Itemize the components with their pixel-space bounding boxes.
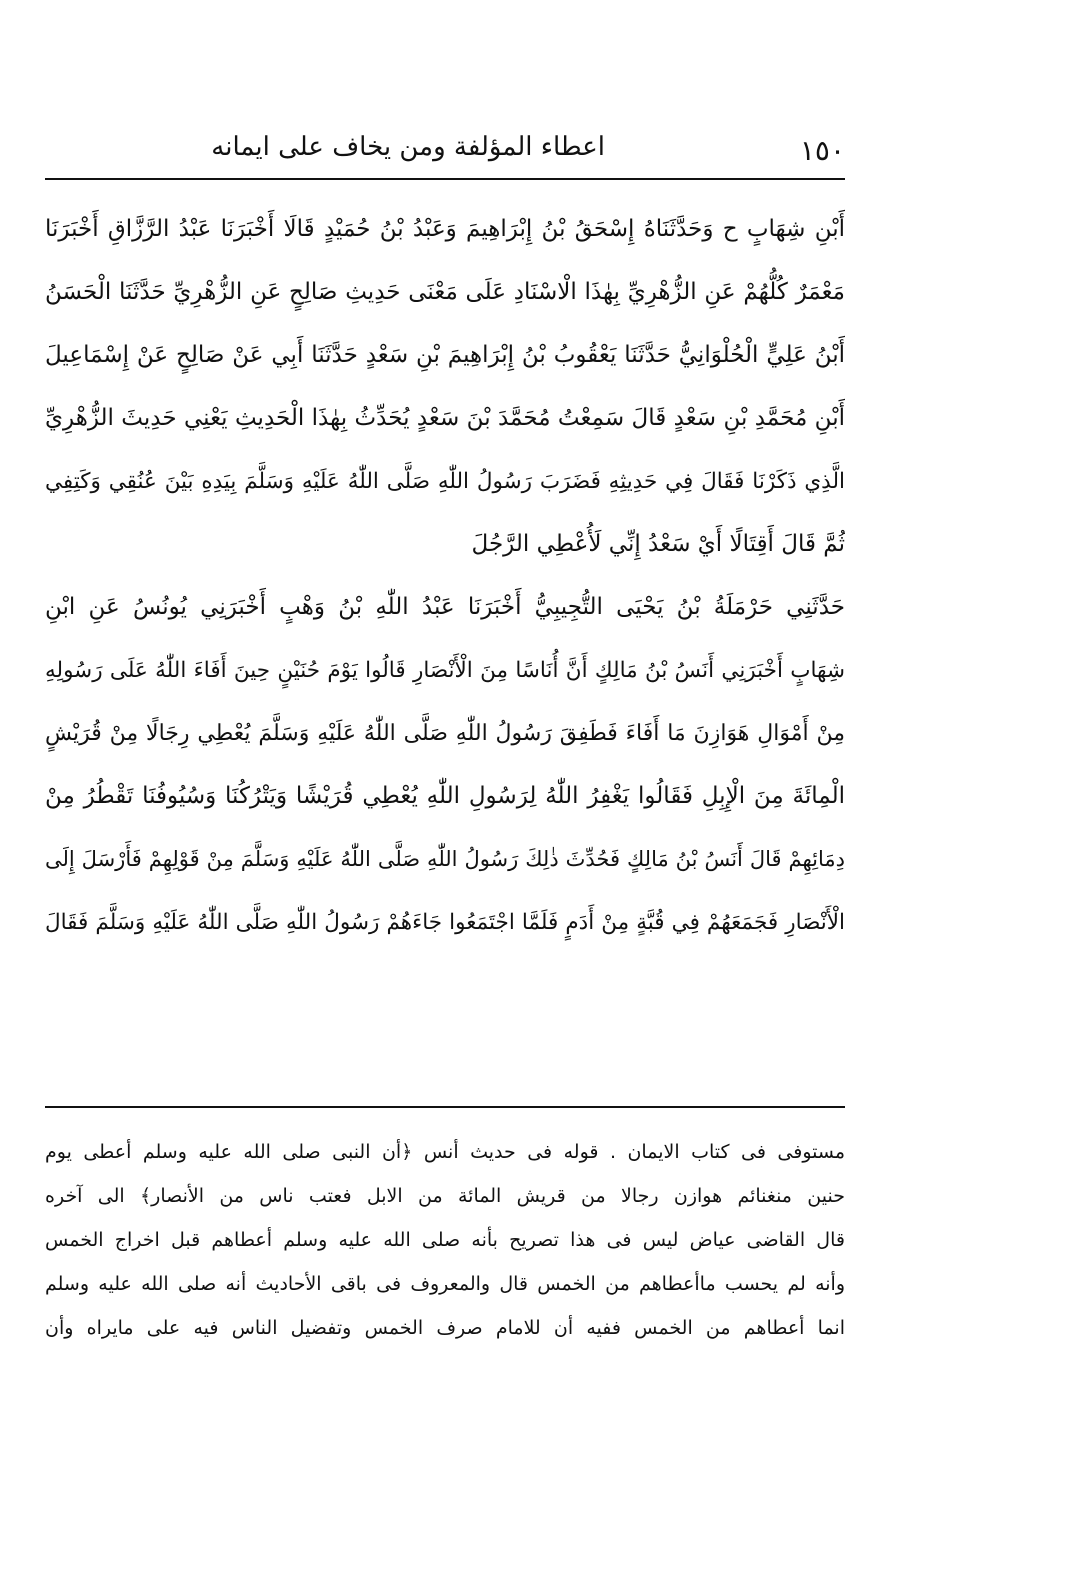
text-line: الْأَنْصَارِ فَجَمَعَهُمْ فِي قُبَّةٍ مِنْ أَدَمٍ فَلَمَّا اجْتَمَعُوا جَاءَهُمْ رَسُولُ اللّٰهِ صَلَّى اللّٰهُ عَلَيْهِ وَسَلَّمَ فَقَالَ [45,910,845,935]
footnote-line: مستوفى فى كتاب الايمان . قوله فى حديث أنس ﴿أن النبى صلى الله عليه وسلم أعطى يوم [45,1141,845,1163]
running-title: اعطاء المؤلفة ومن يخاف على ايمانه [211,132,605,162]
commentary-footnotes [45,1130,845,1350]
footnote-line: وأنه لم يحسب ماأعطاهم من الخمس قال والمعروف فى باقى الأحاديث أنه صلى الله عليه وسلم [45,1273,845,1295]
footnote-line: حنين منغنائم هوازن رجالا من قريش المائة من الابل فعتب ناس من الأنصار﴾ الى آخره [45,1185,845,1207]
footnote-line: قال القاضى عياض ليس فى هذا تصريح بأنه صلى الله عليه وسلم أعطاهم قبل اخراج الخمس [45,1229,845,1251]
text-line: الْمِائَةَ مِنَ الْإِبِلِ فَقَالُوا يَغْفِرُ اللّٰهُ لِرَسُولِ اللّٰهِ يُعْطِي قُرَيْشًا وَيَتْرُكُنَا وَسُيُوفُنَا تَقْطُرُ مِنْ [45,783,845,809]
header-rule [45,178,845,180]
page-number: ١٥٠ [799,134,845,167]
text-line: مَعْمَرٌ كُلُّهُمْ عَنِ الزُّهْرِيِّ بِهٰذَا الْاسْنَادِ عَلَى مَعْنَى حَدِيثِ صَالِحٍ عَنِ الزُّهْرِيِّ حَدَّثَنَا الْحَسَنُ [45,279,845,305]
footnote-rule [45,1106,845,1108]
text-line: حَدَّثَنِي حَرْمَلَةُ بْنُ يَحْيَى التُّجِيبِيُّ أَخْبَرَنَا عَبْدُ اللّٰهِ بْنُ وَهْبٍ أَخْبَرَنِي يُونُسُ عَنِ ابْنِ [45,594,845,620]
text-line: ثُمَّ قَالَ أَقِتَالًا أَيْ سَعْدُ إِنِّي لَأُعْطِي الرَّجُلَ [471,531,845,557]
text-line: شِهَابٍ أَخْبَرَنِي أَنَسُ بْنُ مَالِكٍ أَنَّ أُنَاسًا مِنَ الْأَنْصَارِ قَالُوا يَوْمَ حُنَيْنٍ حِينَ أَفَاءَ اللّٰهُ عَلَى رَسُولِهِ [45,658,845,683]
text-line: مِنْ أَمْوَالِ هَوَازِنَ مَا أَفَاءَ فَطَفِقَ رَسُولُ اللّٰهِ صَلَّى اللّٰهُ عَلَيْهِ وَسَلَّمَ يُعْطِي رِجَالًا مِنْ قُرَيْشٍ [45,721,845,746]
text-line: أَبْنِ شِهَابٍ ح وَحَدَّثَنَاهُ إِسْحَقُ بْنُ إِبْرَاهِيمَ وَعَبْدُ بْنُ حُمَيْدٍ قَالَا أَخْبَرَنَا عَبْدُ الرَّزَّاقِ أَخْبَرَنَا [45,216,845,242]
text-line: أَبْنُ عَلِيٍّ الْحُلْوَانِيُّ حَدَّثَنَا يَعْقُوبُ بْنُ إِبْرَاهِيمَ بْنِ سَعْدٍ حَدَّثَنَا أَبِي عَنْ صَالِحٍ عَنْ إِسْمَاعِيلَ [45,342,845,368]
text-line: أَبْنِ مُحَمَّدِ بْنِ سَعْدٍ قَالَ سَمِعْتُ مُحَمَّدَ بْنَ سَعْدٍ يُحَدِّثُ بِهٰذَا الْحَدِيثِ يَعْنِي حَدِيثَ الزُّهْرِيِّ [45,405,845,431]
footnote-line: انما أعطاهم من الخمس ففيه أن للامام صرف الخمس وتفضيل الناس فيه على مايراه وأن [45,1317,845,1339]
text-line: دِمَائِهِمْ قَالَ أَنَسُ بْنُ مَالِكٍ فَحُدِّثَ ذٰلِكَ رَسُولُ اللّٰهِ صَلَّى اللّٰهُ عَلَيْهِ وَسَلَّمَ مِنْ قَوْلِهِمْ فَأَرْسَلَ إِلَى [45,847,845,871]
page-header [45,130,845,180]
hadith-text [45,198,845,954]
text-line: الَّذِي ذَكَرْنَا فَقَالَ فِي حَدِيثِهِ فَضَرَبَ رَسُولُ اللّٰهِ صَلَّى اللّٰهُ عَلَيْهِ وَسَلَّمَ بِيَدِهِ بَيْنَ عُنُقِي وَكَتِفِي [45,469,845,494]
